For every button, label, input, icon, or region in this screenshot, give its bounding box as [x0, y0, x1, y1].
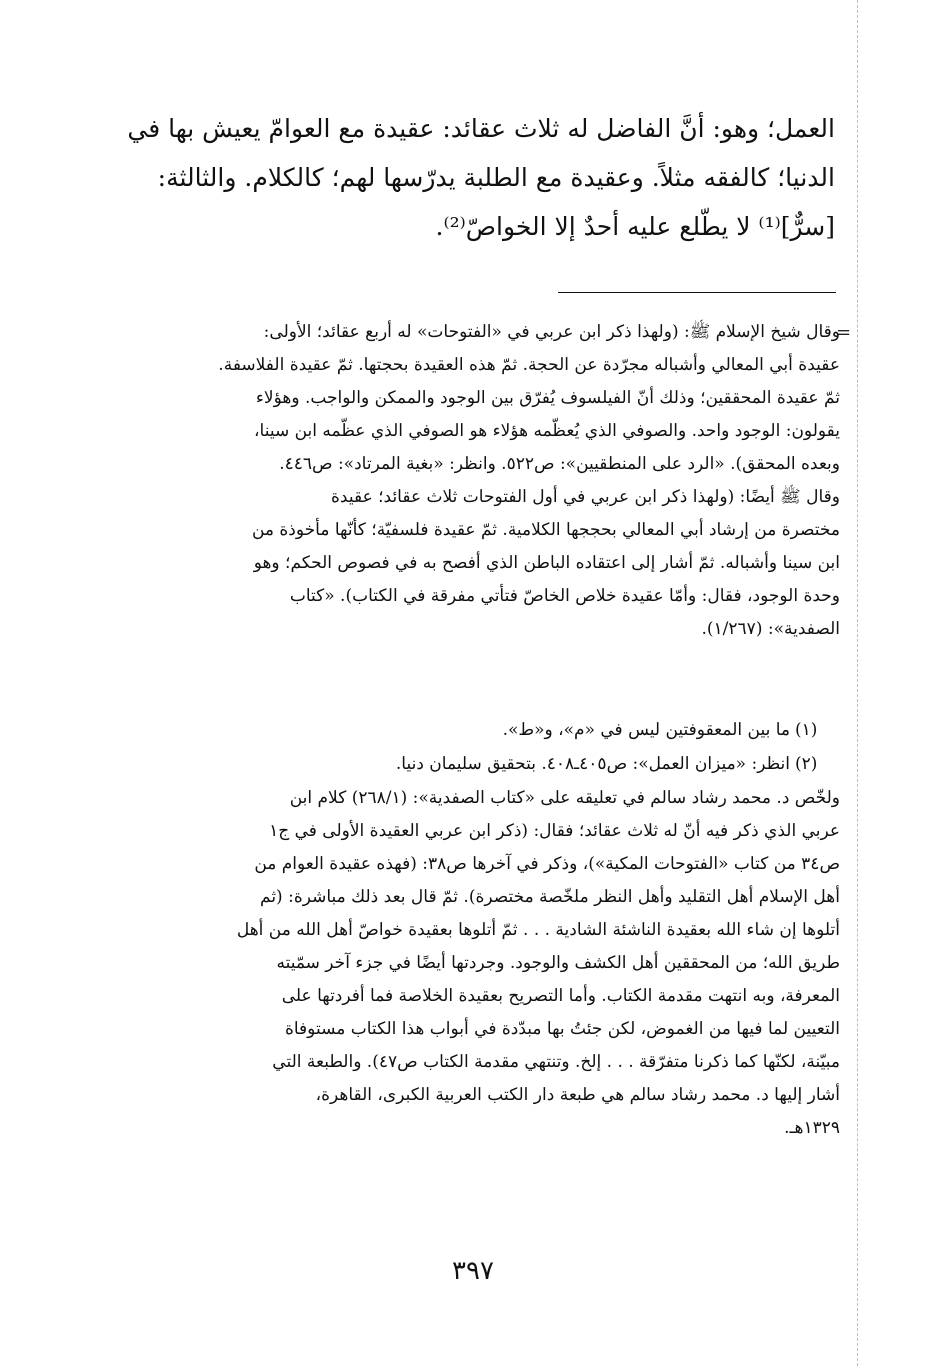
footnote-line: طريق الله؛ من المحققين أهل الكشف والوجود. وجردتها أيضًا في جزء آخر سمّيته — [276, 953, 840, 973]
margin-guide-line — [857, 0, 858, 1366]
footnote-line: وقال ﷺ أيضًا: (ولهذا ذكر ابن عربي في أول الفتوحات ثلاث عقائد؛ عقيدة — [331, 487, 840, 507]
footnote-line: أهل الإسلام أهل التقليد وأهل النظر ملخّصة مختصرة). ثمّ قال بعد ذلك مباشرة: (ثم — [260, 887, 840, 907]
footnote-line: الصفدية»: (١/٢٦٧). — [701, 619, 840, 639]
footnote-line: وبعده المحقق). «الرد على المنطقيين»: ص٥٢٢. وانظر: «بغية المرتاد»: ص٤٤٦. — [279, 454, 840, 474]
footnote-line: التعيين لما فيها من الغموض، لكن جئتُ بها مبدّدة في أبواب هذا الكتاب مستوفاة — [284, 1019, 840, 1039]
footnote-number: (١) — [795, 720, 818, 740]
footnote-line: المعرفة، وبه انتهت مقدمة الكتاب. وأما التصريح بعقيدة الخلاصة فما أفردتها على — [281, 986, 840, 1006]
footnote-separator — [558, 292, 836, 293]
main-text-line: الدنيا؛ كالفقه مثلاً. وعقيدة مع الطلبة يدرّسها لهم؛ كالكلام. والثالثة: — [157, 163, 835, 192]
footnote-line: عقيدة أبي المعالي وأشباله مجرّدة عن الحجة. ثمّ هذه العقيدة بحجتها. ثمّ عقيدة الفلاسفة. — [218, 355, 840, 375]
main-text-line: [سرٌّ]⁽¹⁾ لا يطّلع عليه أحدٌ إلا الخواصّ⁽²⁾. — [435, 212, 835, 241]
footnote-line: يقولون: الوجود واحد. والصوفي الذي يُعظّمه هؤلاء هو الصوفي الذي عظّمه ابن سينا، — [254, 421, 840, 441]
continued-footnote — [110, 316, 840, 646]
footnote-number: (٢) — [795, 754, 818, 774]
footnote-line: عربي الذي ذكر فيه أنّ له ثلاث عقائد؛ فقال: (ذكر ابن عربي العقيدة الأولى في ج١ — [269, 821, 840, 841]
page-number: ٣٩٧ — [452, 1256, 494, 1286]
footnote-line: أشار إليها د. محمد رشاد سالم هي طبعة دار الكتب العربية الكبرى، القاهرة، — [315, 1085, 840, 1105]
footnote-line: ص٣٤ من كتاب «الفتوحات المكية»)، وذكر في آخرها ص٣٨: (فهذه عقيدة العوام من — [254, 854, 840, 874]
main-text — [115, 104, 835, 251]
footnote-line: وحدة الوجود، فقال: وأمّا عقيدة خلاص الخاصّ فتأتي مفرقة في الكتاب). «كتاب — [289, 586, 840, 606]
footnote-line: مختصرة من إرشاد أبي المعالي بحججها الكلامية. ثمّ عقيدة فلسفيّة؛ كأنّها مأخوذة من — [251, 520, 840, 540]
footnote-2-first-line — [110, 748, 790, 781]
footnote-line: ولخّص د. محمد رشاد سالم في تعليقه على «كتاب الصفدية»: (٢٦٨/١) كلام ابن — [289, 788, 840, 808]
footnote-line: مبيّنة، لكنّها كما ذكرنا متفرّقة . . . إلخ. وتنتهي مقدمة الكتاب ص٤٧). والطبعة التي — [272, 1052, 840, 1072]
footnote-line: ١٣٢٩هـ. — [784, 1118, 840, 1138]
footnote-line: أتلوها إن شاء الله بعقيدة الناشئة الشادية . . . ثمّ أتلوها بعقيدة خواصّ أهل الله من أهل — [236, 920, 840, 940]
footnote-line: ما بين المعقوفتين ليس في «م»، و«ط». — [502, 720, 790, 740]
footnote-line: ابن سينا وأشباله. ثمّ أشار إلى اعتقاده الباطن الذي أفصح به في فصوص الحكم؛ وهو — [253, 553, 840, 573]
continuation-marker: = — [836, 322, 852, 343]
footnote-line: انظر: «ميزان العمل»: ص٤٠٥ـ٤٠٨. بتحقيق سليمان دنيا. — [395, 754, 790, 774]
footnote-line: ثمّ عقيدة المحققين؛ وذلك أنّ الفيلسوف يُفرّق بين الوجود والممكن والواجب. وهؤلاء — [255, 388, 840, 408]
footnote-line: وقال شيخ الإسلام ﷺ: (ولهذا ذكر ابن عربي في «الفتوحات» له أربع عقائد؛ الأولى: — [263, 322, 840, 342]
main-text-line: العمل؛ وهو: أنَّ الفاضل له ثلاث عقائد: عقيدة مع العوامّ يعيش بها في — [127, 114, 835, 143]
footnote-2-body — [110, 782, 840, 1145]
footnote-1 — [110, 714, 790, 747]
